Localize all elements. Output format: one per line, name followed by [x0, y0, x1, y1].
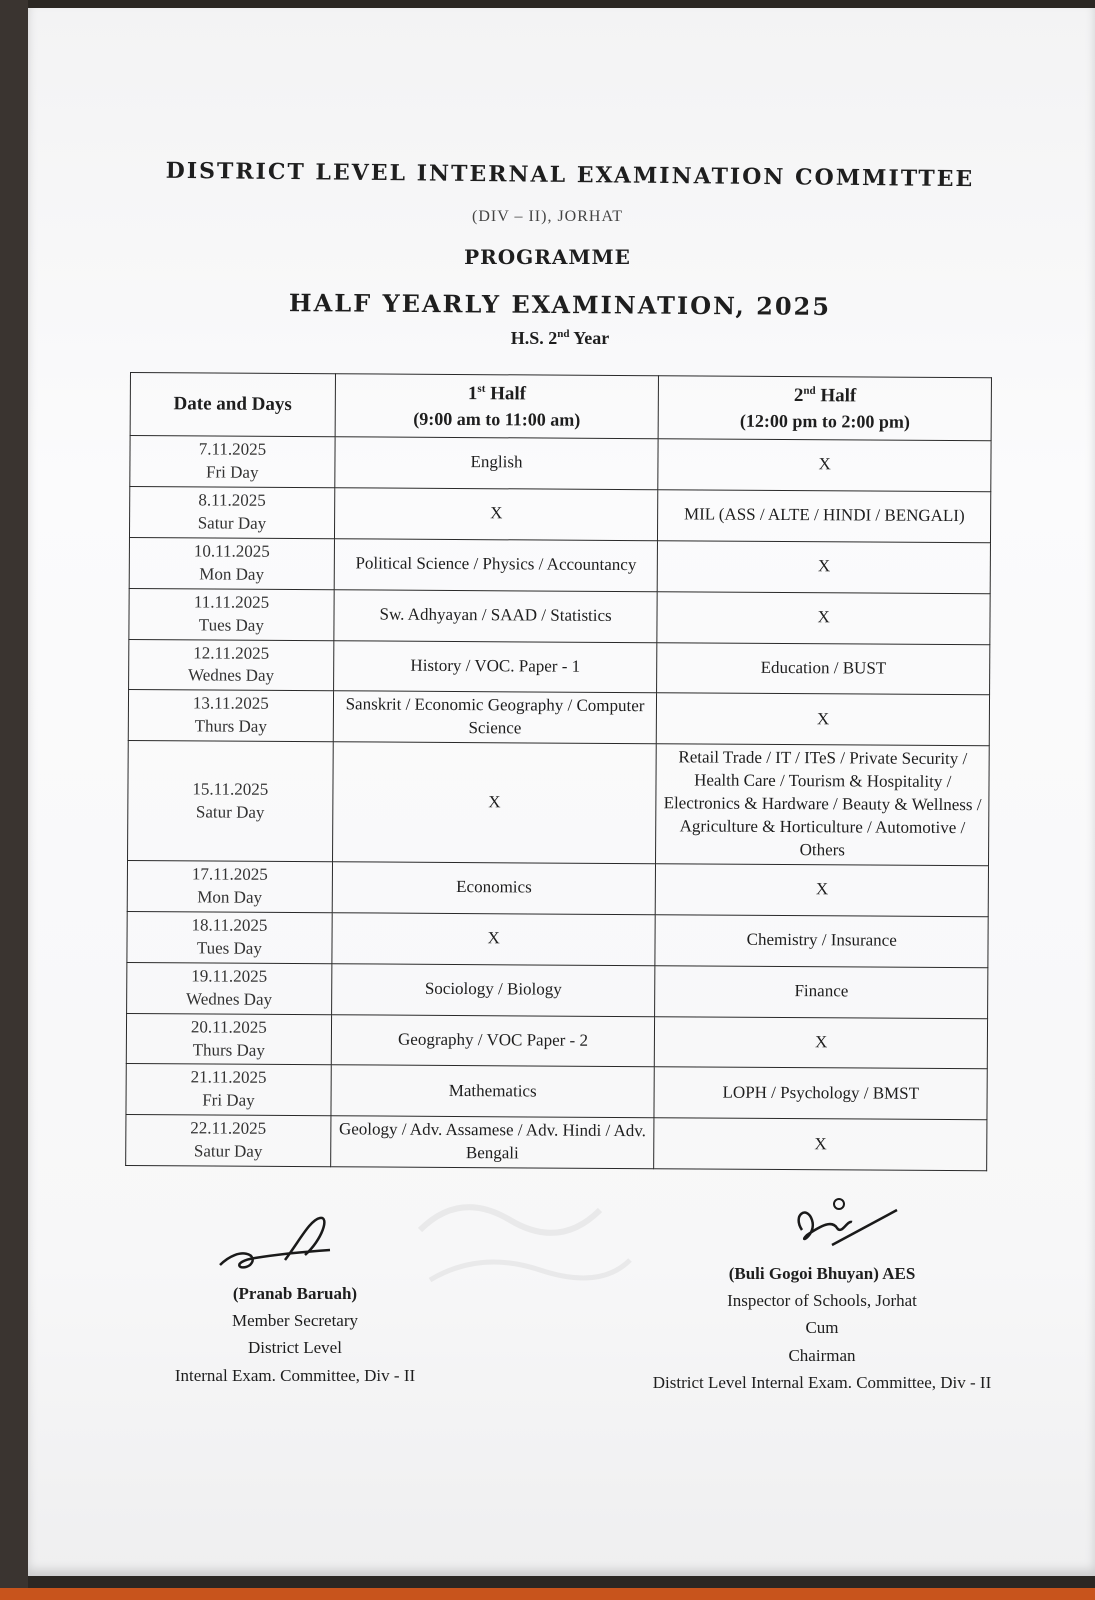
second-half-subject: X — [657, 591, 990, 644]
first-half-subject: Sanskrit / Economic Geography / Computer Science — [333, 691, 657, 744]
exam-date: 17.11.2025 — [191, 864, 268, 884]
right-signatory-role: Chairman — [788, 1345, 856, 1365]
exam-day: Wednes Day — [186, 988, 273, 1009]
exam-date: 7.11.2025 — [198, 439, 267, 459]
second-half-subject: X — [658, 439, 991, 492]
table-row — [129, 639, 990, 695]
right-signatory-cum: Cum — [805, 1318, 839, 1338]
exam-day: Satur Day — [197, 513, 267, 533]
exam-date: 15.11.2025 — [192, 779, 269, 799]
column-header-second-half: 2nd Half (12:00 pm to 2:00 pm) — [659, 376, 992, 441]
first-half-subject: History / VOC. Paper - 1 — [333, 640, 657, 693]
date-cell — [127, 911, 332, 963]
column-header-date: Date and Days — [130, 373, 335, 437]
first-half-subject: Geography / VOC Paper - 2 — [331, 1014, 655, 1067]
second-half-subject: Chemistry / Insurance — [655, 915, 988, 968]
date-cell — [128, 690, 333, 742]
table-row — [128, 741, 990, 866]
date-cell — [129, 537, 334, 589]
table-body — [126, 436, 991, 1171]
programme-heading: PROGRAMME — [464, 245, 631, 269]
date-cell — [129, 486, 334, 538]
exam-day: Thurs Day — [192, 1039, 265, 1060]
table-header-row — [130, 373, 991, 441]
left-signatory-name: (Pranab Baruah) — [232, 1284, 358, 1303]
right-signatory-committee: District Level Internal Exam. Committee, Div - II — [652, 1372, 992, 1392]
second-half-subject: Retail Trade / IT / ITeS / Private Security / Health Care / Tourism & Hospitality / Electronics & Hardware / Beauty & Wellness / Agriculture & Horticulture / Automotive / Others — [656, 744, 989, 866]
exam-day: Tues Day — [196, 938, 262, 958]
committee-subtitle: (DIV – II), JORHAT — [471, 208, 624, 225]
first-half-subject: Political Science / Physics / Accountancy — [334, 539, 658, 592]
second-half-subject: Education / BUST — [657, 642, 990, 695]
page-edge-shadow — [0, 0, 28, 1600]
date-cell — [126, 1013, 331, 1065]
date-cell — [127, 860, 332, 912]
first-half-subject: Economics — [332, 862, 656, 915]
second-half-subject: MIL (ASS / ALTE / HINDI / BENGALI) — [658, 490, 991, 543]
background-strip — [0, 1588, 1095, 1600]
chairman-signature-block — [612, 1190, 1032, 1396]
exam-day: Satur Day — [193, 1141, 263, 1162]
signature-buli-gogoi-bhuyan — [777, 1190, 907, 1260]
exam-date: 20.11.2025 — [190, 1016, 267, 1037]
table-row — [127, 860, 988, 916]
right-signatory-name: (Buli Gogoi Bhuyan) AES — [728, 1264, 916, 1283]
exam-date: 13.11.2025 — [192, 693, 269, 714]
exam-day: Fri Day — [206, 462, 259, 482]
column-header-first-half: 1st Half (9:00 am to 11:00 am) — [335, 374, 659, 439]
exam-day: Tues Day — [198, 614, 264, 635]
date-cell — [130, 436, 335, 488]
table-row — [126, 1013, 987, 1069]
table-row — [127, 911, 988, 967]
right-signatory-designation: Inspector of Schools, Jorhat — [727, 1291, 917, 1311]
date-cell — [129, 588, 334, 640]
exam-title: HALF YEARLY EXAMINATION, 2025 — [288, 288, 832, 321]
table-row — [129, 588, 990, 644]
signature-pranab-baruah — [210, 1210, 350, 1280]
first-half-subject: Sw. Adhyayan / SAAD / Statistics — [334, 589, 658, 642]
second-half-subject: X — [657, 693, 990, 746]
first-half-subject: Geology / Adv. Assamese / Adv. Hindi / Adv. Bengali — [330, 1116, 654, 1169]
exam-date: 18.11.2025 — [191, 915, 268, 935]
exam-day: Mon Day — [197, 887, 263, 907]
first-half-subject: X — [332, 913, 656, 966]
date-cell — [126, 1064, 331, 1116]
exam-date: 11.11.2025 — [193, 592, 270, 612]
table-row — [130, 436, 991, 492]
left-signatory-designation: Member Secretary — [231, 1311, 359, 1331]
exam-date: 12.11.2025 — [193, 642, 270, 663]
exam-day: Thurs Day — [194, 716, 267, 737]
first-half-subject: English — [335, 437, 659, 490]
exam-date: 8.11.2025 — [198, 490, 266, 510]
first-half-subject: X — [334, 488, 658, 541]
date-cell — [128, 741, 334, 862]
exam-date: 19.11.2025 — [191, 966, 268, 986]
first-half-subject: X — [332, 742, 656, 864]
exam-day: Fri Day — [202, 1090, 255, 1111]
second-half-subject: X — [656, 864, 989, 917]
table-row — [127, 962, 988, 1018]
date-cell — [126, 1115, 331, 1167]
committee-title: DISTRICT LEVEL INTERNAL EXAMINATION COMMITTEE — [165, 157, 975, 193]
second-half-subject: X — [655, 1016, 988, 1069]
second-half-subject: LOPH / Psychology / BMST — [654, 1067, 987, 1120]
first-half-subject: Sociology / Biology — [331, 963, 655, 1016]
exam-date: 10.11.2025 — [193, 541, 270, 561]
exam-date: 21.11.2025 — [190, 1067, 267, 1088]
exam-day: Mon Day — [199, 564, 265, 584]
class-label: H.S. 2nd Year — [510, 328, 610, 348]
member-secretary-signature-block — [140, 1210, 450, 1389]
second-half-subject: X — [654, 1118, 987, 1171]
table-row — [126, 1115, 987, 1171]
date-cell — [127, 962, 332, 1014]
second-half-subject: X — [658, 540, 991, 593]
first-half-subject: Mathematics — [331, 1065, 655, 1118]
exam-schedule-table — [125, 372, 992, 1171]
exam-day: Satur Day — [195, 802, 265, 822]
date-cell — [129, 639, 334, 691]
table-row — [129, 486, 990, 542]
left-signatory-level: District Level — [248, 1338, 342, 1358]
table-row — [128, 690, 989, 746]
table-row — [126, 1064, 987, 1120]
second-half-subject: Finance — [655, 965, 988, 1018]
exam-day: Wednes Day — [187, 665, 275, 686]
exam-date: 22.11.2025 — [190, 1118, 267, 1139]
left-signatory-committee: Internal Exam. Committee, Div - II — [174, 1365, 416, 1385]
table-row — [129, 537, 990, 593]
